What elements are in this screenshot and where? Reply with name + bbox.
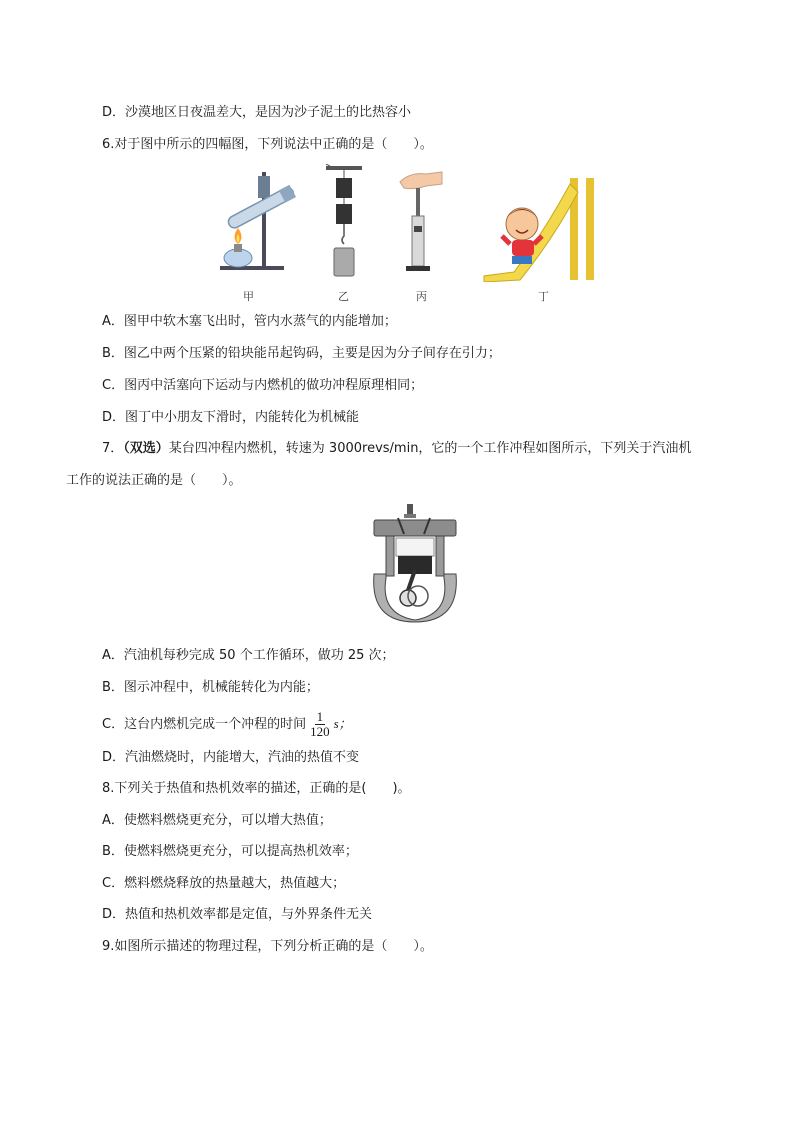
option-7d: D．汽油燃烧时，内能增大，汽油的热值不变 (102, 750, 360, 765)
option-6a: A．图甲中软木塞飞出时，管内水蒸气的内能增加； (102, 314, 397, 329)
question-7-number: 7． (102, 441, 124, 456)
option-7c-prefix: C．这台内燃机完成一个冲程的时间 (102, 717, 307, 732)
figure-yi-lead-blocks (322, 164, 366, 280)
option-8d: D．热值和热机效率都是定值，与外界条件无关 (102, 907, 373, 922)
caption-jia: 甲 (243, 290, 254, 303)
question-8: 8.下列关于热值和热机效率的描述，正确的是( )。 (102, 781, 411, 796)
figure-jia-test-tube-heating (212, 166, 302, 276)
question-7 (102, 440, 691, 458)
caption-yi: 乙 (338, 290, 349, 303)
question-6: 6.对于图中所示的四幅图，下列说法中正确的是（ ）。 (102, 137, 433, 152)
fraction-denominator: 120 (310, 724, 330, 739)
option-6d: D．图丁中小朋友下滑时，内能转化为机械能 (102, 410, 360, 425)
option-6b: B．图乙中两个压紧的铅块能吊起钩码，主要是因为分子间存在引力； (102, 346, 501, 361)
option-5d: D．沙漠地区日夜温差大，是因为沙子泥土的比热容小 (102, 105, 412, 120)
option-7c (102, 710, 352, 739)
option-8a: A．使燃料燃烧更充分，可以增大热值； (102, 813, 332, 828)
fraction-1-over-120 (308, 710, 332, 739)
caption-ding: 丁 (538, 290, 549, 303)
question-7-body: 某台四冲程内燃机，转速为 3000revs/min，它的一个工作冲程如图所示，下列关于汽油机 (168, 441, 692, 456)
question-7-continued: 工作的说法正确的是（ ）。 (66, 473, 242, 488)
fraction-numerator: 1 (316, 709, 324, 724)
option-6c: C．图丙中活塞向下运动与内燃机的做功冲程原理相同； (102, 378, 424, 393)
option-7a: A．汽油机每秒完成 50 个工作循环，做功 25 次； (102, 648, 395, 663)
figure-bing-piston-syringe (396, 166, 446, 278)
figure-engine-cylinder (368, 504, 462, 624)
option-8c: C．燃料燃烧释放的热量越大，热值越大； (102, 876, 346, 891)
question-9: 9.如图所示描述的物理过程，下列分析正确的是（ ）。 (102, 939, 433, 954)
option-8b: B．使燃料燃烧更充分，可以提高热机效率； (102, 844, 358, 859)
option-7c-suffix: s； (333, 716, 352, 731)
caption-bing: 丙 (416, 290, 427, 303)
option-7b: B．图示冲程中，机械能转化为内能； (102, 680, 319, 695)
figure-ding-child-slide (474, 172, 606, 282)
question-7-tag: （双选） (123, 441, 169, 456)
